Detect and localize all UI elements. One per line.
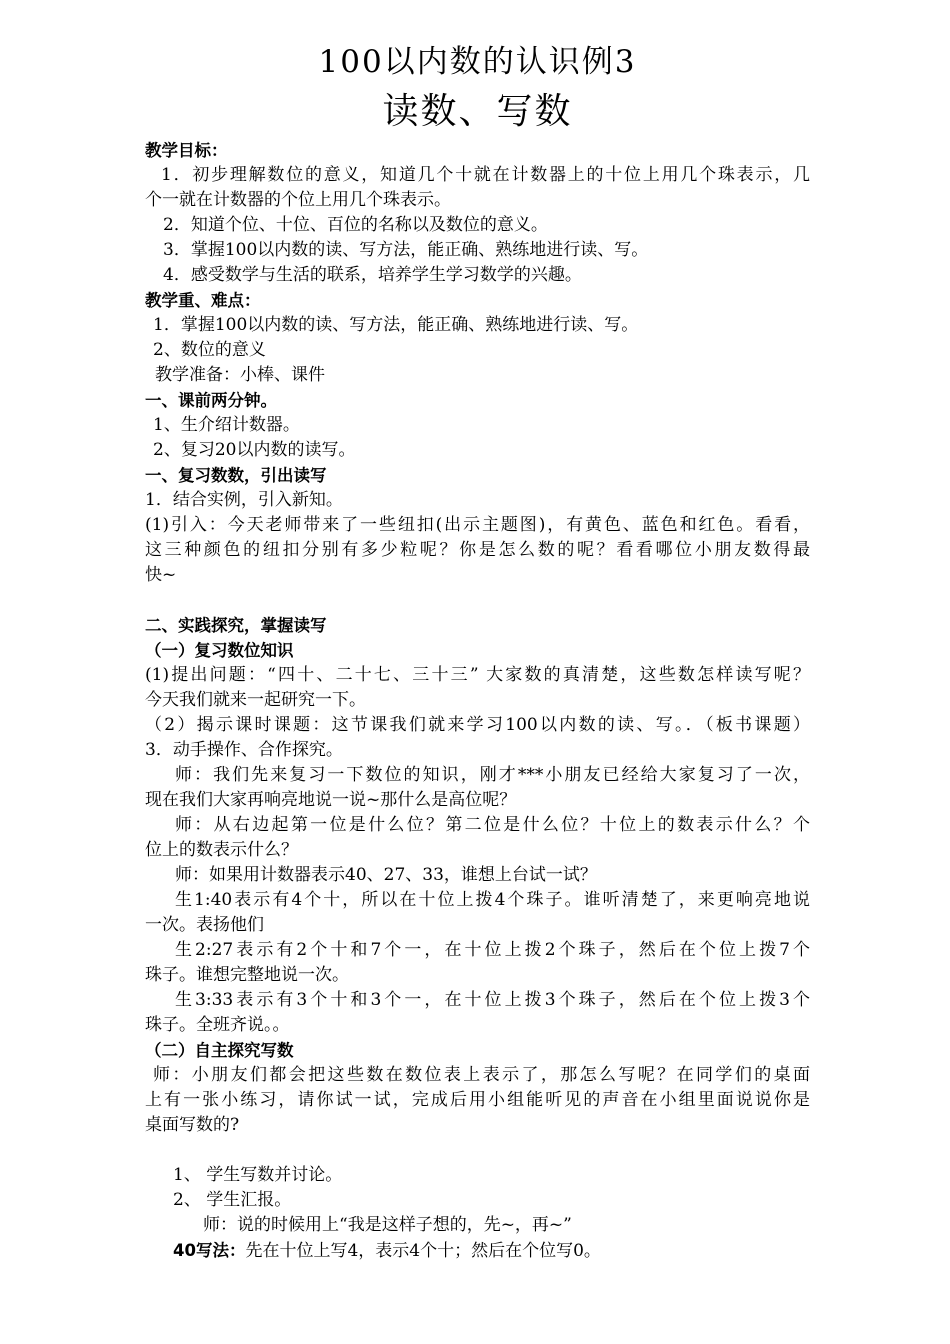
text-line: 一次。表扬他们 <box>145 915 264 935</box>
text-line: 生1:40表示有4个十，所以在十位上拨4个珠子。谁听清楚了，来更响亮地说 <box>175 890 810 910</box>
text-line: 1．结合实例，引入新知。 <box>145 490 343 510</box>
blank-line <box>145 588 810 613</box>
text-line: 2．知道个位、十位、百位的名称以及数位的意义。 <box>163 215 548 235</box>
text-line: 教学准备：小棒、课件 <box>155 365 325 385</box>
text-line: 珠子。全班齐说。。 <box>145 1015 290 1035</box>
text-line: （2）揭示课时课题：这节课我们就来学习100以内数的读、写。．（板书课题） <box>145 715 810 735</box>
blank-line <box>145 1138 810 1163</box>
text-line: 桌面写数的? <box>145 1115 240 1135</box>
text-line: 1、 学生写数并讨论。 <box>173 1165 343 1185</box>
text-line: 1、生介绍计数器。 <box>153 415 300 435</box>
section-heading: 一、课前两分钟。 <box>145 391 277 410</box>
text-line: 今天我们就来一起研究一下。 <box>145 690 366 710</box>
text-line: 1．初步理解数位的意义，知道几个十就在计数器上的十位上用几个珠表示，几 <box>161 165 810 185</box>
text-line: 位上的数表示什么？ <box>145 840 298 860</box>
text-line: 生2:27表示有2个十和7个一，在十位上拨2个珠子，然后在个位上拨7个 <box>175 940 810 960</box>
text-line: 2、数位的意义 <box>153 340 266 360</box>
text-line: 珠子。谁想完整地说一次。 <box>145 965 349 985</box>
text-line: (1)引入：今天老师带来了一些纽扣(出示主题图)，有黄色、蓝色和红色。看看， <box>145 515 810 535</box>
section-heading: （二）自主探究写数 <box>145 1041 294 1060</box>
text-line: 个一就在计数器的个位上用几个珠表示。 <box>145 190 451 210</box>
section-heading: 二、实践探究，掌握读写 <box>145 616 327 635</box>
text-line: 生3:33表示有3个十和3个一，在十位上拨3个珠子，然后在个位上拨3个 <box>175 990 810 1010</box>
section-heading: 教学重、难点： <box>145 291 261 310</box>
text-line: 3．掌握100以内数的读、写方法，能正确、熟练地进行读、写。 <box>163 240 649 260</box>
text-line: 4．感受数学与生活的联系，培养学生学习数学的兴趣。 <box>163 265 582 285</box>
section-heading: 一、复习数数，引出读写 <box>145 466 327 485</box>
section-heading: 教学目标： <box>145 141 228 160</box>
text-line: 师：从右边起第一位是什么位？第二位是什么位？十位上的数表示什么？个 <box>175 815 810 835</box>
text-line: 2、复习20以内数的读写。 <box>153 440 356 460</box>
inline-heading: 40写法： <box>173 1241 246 1260</box>
text-line: 2、 学生汇报。 <box>173 1190 292 1210</box>
text-line: 3．动手操作、合作探究。 <box>145 740 343 760</box>
inline-text: 先在十位上写4，表示4个十；然后在个位写0。 <box>245 1241 601 1261</box>
text-line <box>145 1238 810 1263</box>
text-line: 师：如果用计数器表示40、27、33，谁想上台试一试？ <box>175 865 597 885</box>
text-line: 1．掌握100以内数的读、写方法，能正确、熟练地进行读、写。 <box>153 315 639 335</box>
text-line: 这三种颜色的纽扣分别有多少粒呢？你是怎么数的呢？看看哪位小朋友数得最 <box>145 540 810 560</box>
text-line: 师：我们先来复习一下数位的知识，刚才***小朋友已经给大家复习了一次， <box>175 765 810 785</box>
document-body <box>145 38 810 1263</box>
text-line: (1)提出问题：“四十、二十七、三十三” 大家数的真清楚，这些数怎样读写呢？ <box>145 665 810 685</box>
text-line: 师：说的时候用上“我是这样子想的，先~，再~” <box>203 1215 572 1235</box>
text-line: 师：小朋友们都会把这些数在数位表上表示了，那怎么写呢？在同学们的桌面 <box>153 1065 810 1085</box>
page-subtitle: 读数、写数 <box>382 91 573 132</box>
text-line: 现在我们大家再响亮地说一说~那什么是高位呢？ <box>145 790 517 810</box>
document-text <box>145 138 810 1263</box>
text-line: 上有一张小练习，请你试一试，完成后用小组能听见的声音在小组里面说说你是 <box>145 1090 810 1110</box>
section-heading: （一）复习数位知识 <box>145 641 294 660</box>
text-line: 快~ <box>145 565 177 585</box>
page-title: 100以内数的认识例3 <box>318 44 637 80</box>
